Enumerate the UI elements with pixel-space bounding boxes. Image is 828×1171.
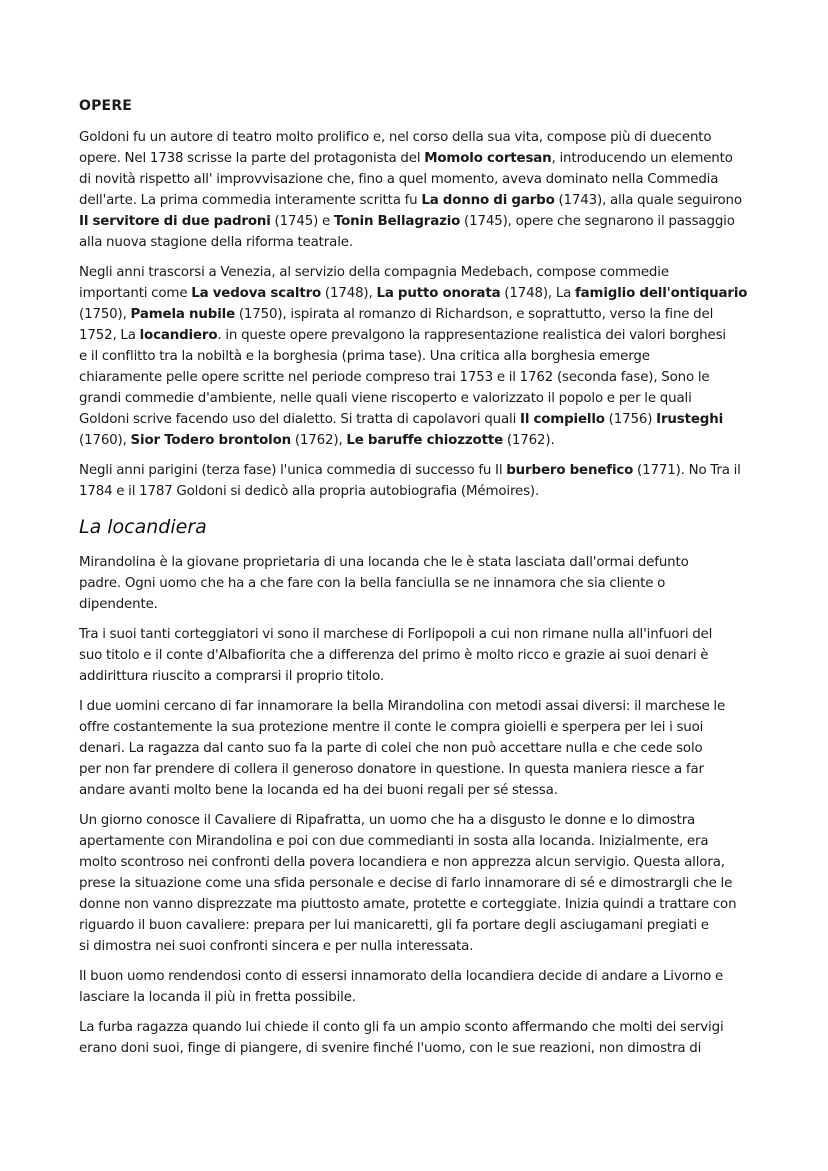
text-run: (1748), La — [500, 286, 575, 301]
bold-title: Le baruffe chiozzotte — [346, 433, 504, 448]
text-line — [79, 666, 779, 687]
text-line — [79, 283, 779, 304]
text-line — [79, 717, 779, 738]
text-run: per non far prendere di collera il generoso donatore in questione. In questa maniera riesce a far — [79, 762, 704, 777]
text-run: denari. La ragazza dal canto suo fa la parte di colei che non può accettare nulla e che cede solo — [79, 741, 703, 756]
text-run: 1752, La — [79, 328, 140, 343]
text-run: alla nuova stagione della riforma teatrale. — [79, 235, 353, 250]
text-run: Tra i suoi tanti corteggiatori vi sono il marchese di Forlipopoli a cui non rimane nulla all'infuori del — [79, 627, 713, 642]
text-line — [79, 211, 779, 232]
text-line — [79, 169, 779, 190]
text-line — [79, 552, 779, 573]
text-line — [79, 127, 779, 148]
text-run: andare avanti molto bene la locanda ed ha dei buoni regali per sé stessa. — [79, 783, 558, 798]
text-run: . in queste opere prevalgono la rappresentazione realistica dei valori borghesi — [217, 328, 726, 343]
text-run: (1745) e — [270, 214, 334, 229]
bold-title: Pamela nubile — [130, 307, 236, 322]
text-run: Il buon uomo rendendosi conto di essersi innamorato della locandiera decide di andare a Livorno e — [79, 969, 724, 984]
bold-title: La donno di garbo — [421, 193, 555, 208]
bold-title: La vedova scaltro — [191, 286, 322, 301]
text-run: dell'arte. La prima commedia interamente scritta fu — [79, 193, 422, 208]
document-page — [79, 96, 779, 1068]
bold-title: Il compiello — [519, 412, 605, 427]
bold-title: La putto onorata — [376, 286, 501, 301]
locandiera-paragraph-1 — [79, 552, 779, 615]
text-line — [79, 1017, 779, 1038]
text-line — [79, 780, 779, 801]
text-line — [79, 831, 779, 852]
text-line — [79, 624, 779, 645]
text-line — [79, 759, 779, 780]
text-run: (1743), alla quale seguirono — [554, 193, 742, 208]
text-line — [79, 894, 779, 915]
text-line — [79, 696, 779, 717]
text-run: (1750), ispirata al romanzo di Richardson, e soprattutto, verso la fine del — [235, 307, 714, 322]
text-run: (1762), — [291, 433, 347, 448]
text-run: 1784 e il 1787 Goldoni si dedicò alla propria autobiografia (Mémoires). — [79, 484, 540, 499]
text-run: prese la situazione come una sfida personale e decise di farlo innamorare di sé e dimostrargli che le — [79, 876, 733, 891]
locandiera-section-body — [79, 552, 779, 1059]
text-line — [79, 936, 779, 957]
text-line — [79, 481, 779, 502]
locandiera-paragraph-6 — [79, 1017, 779, 1059]
text-run: erano doni suoi, finge di piangere, di svenire finché l'uomo, con le sue reazioni, non dimostra di — [79, 1041, 702, 1056]
bold-title: Il servitore di due padroni — [79, 214, 271, 229]
text-run: (1748), — [321, 286, 377, 301]
bold-title: Tonin Bellagrazio — [333, 214, 461, 229]
text-run: , introducendo un elemento — [551, 151, 733, 166]
text-run: donne non vanno disprezzate ma piuttosto amate, protette e corteggiate. Inizia quindi a trattare con — [79, 897, 737, 912]
text-run: Goldoni fu un autore di teatro molto prolifico e, nel corso della sua vita, compose più di duecento — [79, 130, 712, 145]
text-run: (1762). — [503, 433, 555, 448]
text-run: offre costantemente la sua protezione mentre il conte le compra gioielli e sperpera per lei i suoi — [79, 720, 704, 735]
text-line — [79, 460, 779, 481]
text-line — [79, 873, 779, 894]
text-run: apertamente con Mirandolina e poi con due commedianti in sosta alla locanda. Inizialmente, era — [79, 834, 709, 849]
text-line — [79, 645, 779, 666]
text-run: Goldoni scrive facendo uso del dialetto. Si tratta di capolavori quali — [79, 412, 520, 427]
text-run: e il conflitto tra la nobiltà e la borghesia (prima tase). Una critica alla borghesia emerge — [79, 349, 650, 364]
text-run: addirittura riuscito a comprarsi il proprio titolo. — [79, 669, 384, 684]
text-run: Negli anni trascorsi a Venezia, al servizio della compagnia Medebach, compose commedie — [79, 265, 669, 280]
text-line — [79, 430, 779, 451]
bold-title: Sior Todero brontolon — [130, 433, 292, 448]
text-run: (1750), — [79, 307, 131, 322]
text-run: La furba ragazza quando lui chiede il conto gli fa un ampio sconto affermando che molti dei servigi — [79, 1020, 724, 1035]
text-run: Un giorno conosce il Cavaliere di Ripafratta, un uomo che ha a disgusto le donne e lo dimostra — [79, 813, 696, 828]
bold-title: locandiero — [139, 328, 218, 343]
text-run: lasciare la locanda il più in fretta possibile. — [79, 990, 356, 1005]
text-run: molto scontroso nei confronti della povera locandiera e non apprezza alcun servigio. Questa allora, — [79, 855, 725, 870]
bold-title: famiglio dell'ontiquario — [575, 286, 748, 301]
text-run: riguardo il buon cavaliere: prepara per lui manicaretti, gli fa portare degli asciugamani pregiati e — [79, 918, 709, 933]
text-run: (1756) — [604, 412, 657, 427]
text-run: (1760), — [79, 433, 131, 448]
text-run: di novità rispetto all' improvvisazione che, fino a quel momento, aveva dominato nella Commedia — [79, 172, 719, 187]
bold-title: Momolo cortesan — [424, 151, 552, 166]
text-line — [79, 367, 779, 388]
text-line — [79, 573, 779, 594]
locandiera-paragraph-5 — [79, 966, 779, 1008]
opere-section-body — [79, 127, 779, 502]
text-line — [79, 346, 779, 367]
text-run: padre. Ogni uomo che ha a che fare con la bella fanciulla se ne innamora che sia cliente o — [79, 576, 666, 591]
locandiera-paragraph-3 — [79, 696, 779, 801]
subheading-la-locandiera: La locandiera — [79, 516, 207, 538]
text-line — [79, 325, 779, 346]
text-line — [79, 190, 779, 211]
locandiera-paragraph-2 — [79, 624, 779, 687]
text-run: (1771). No Tra il — [633, 463, 741, 478]
text-line — [79, 388, 779, 409]
text-line — [79, 915, 779, 936]
section-title-opere: OPERE — [79, 98, 133, 114]
text-line — [79, 1038, 779, 1059]
text-run: opere. Nel 1738 scrisse la parte del protagonista del — [79, 151, 425, 166]
text-line — [79, 852, 779, 873]
text-line — [79, 304, 779, 325]
text-line — [79, 810, 779, 831]
text-line — [79, 148, 779, 169]
text-line — [79, 966, 779, 987]
text-run: dipendente. — [79, 597, 158, 612]
text-run: Negli anni parigini (terza fase) l'unica commedia di successo fu Il — [79, 463, 507, 478]
text-run: suo titolo e il conte d'Albafiorita che a differenza del primo è molto ricco e grazie ai suoi denari è — [79, 648, 709, 663]
text-line — [79, 987, 779, 1008]
text-line — [79, 738, 779, 759]
text-run: chiaramente pelle opere scritte nel periode compreso trai 1753 e il 1762 (seconda fase), Sono le — [79, 370, 710, 385]
opere-paragraph-1 — [79, 127, 779, 253]
text-line — [79, 262, 779, 283]
bold-title: Irusteghi — [656, 412, 724, 427]
text-line — [79, 409, 779, 430]
locandiera-paragraph-4 — [79, 810, 779, 957]
text-run: (1745), opere che segnarono il passaggio — [460, 214, 735, 229]
text-run: Mirandolina è la giovane proprietaria di una locanda che le è stata lasciata dall'ormai defunto — [79, 555, 689, 570]
bold-title: burbero benefico — [506, 463, 634, 478]
text-run: grandi commedie d'ambiente, nelle quali viene riscoperto e valorizzato il popolo e per le quali — [79, 391, 692, 406]
opere-paragraph-3 — [79, 460, 779, 502]
text-run: si dimostra nei suoi confronti sincera e per nulla interessata. — [79, 939, 474, 954]
text-run: importanti come — [79, 286, 192, 301]
text-run: I due uomini cercano di far innamorare la bella Mirandolina con metodi assai diversi: il marchese le — [79, 699, 726, 714]
text-line — [79, 594, 779, 615]
text-line — [79, 232, 779, 253]
opere-paragraph-2 — [79, 262, 779, 451]
